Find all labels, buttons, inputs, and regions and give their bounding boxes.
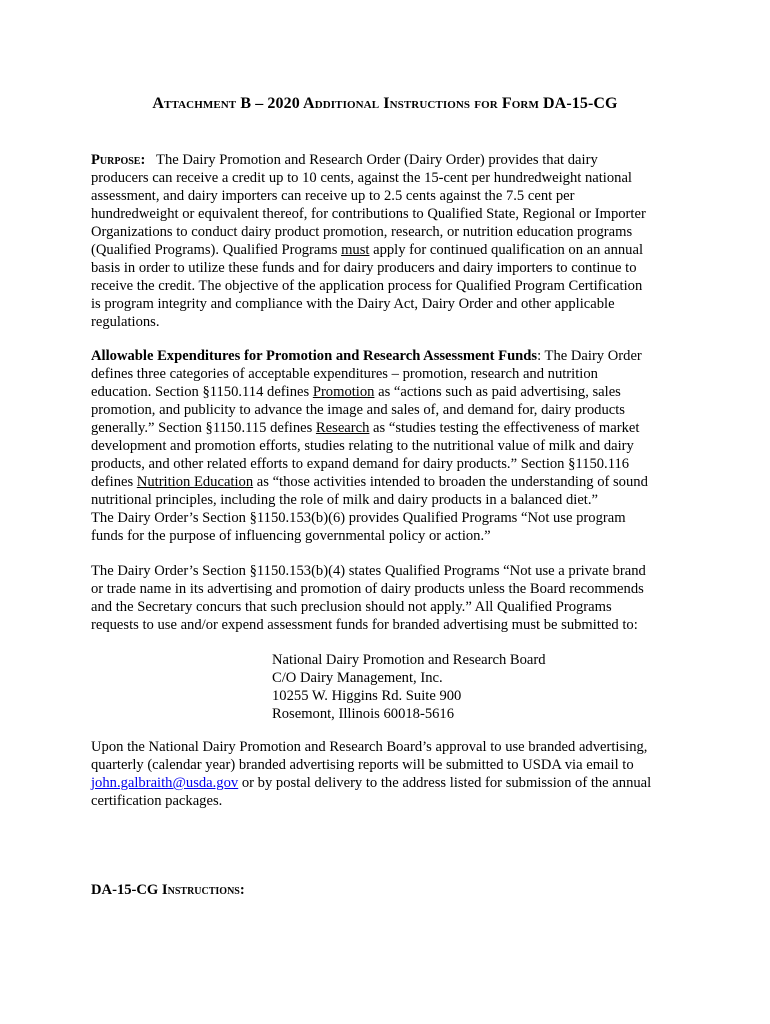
term-promotion: Promotion xyxy=(312,384,375,400)
purpose-paragraph xyxy=(91,151,691,331)
purpose-label: Purpose: xyxy=(91,152,146,168)
must-emphasis: must xyxy=(341,242,370,258)
approval-line xyxy=(91,774,691,792)
allowable-text: : The Dairy Order xyxy=(537,348,642,364)
purpose-line xyxy=(91,151,691,169)
purpose-text: (Qualified Programs). Qualified Programs xyxy=(91,242,342,258)
purpose-line: hundredweight or equivalent thereof, for contributions to Qualified State, Regional or Importer xyxy=(91,206,646,222)
purpose-text: apply for continued qualification on an annual xyxy=(369,242,644,258)
allowable-expenditures-paragraph xyxy=(91,347,691,545)
branded-line: The Dairy Order’s Section §1150.153(b)(4) states Qualified Programs “Not use a private brand xyxy=(91,563,646,579)
allowable-line xyxy=(91,383,691,401)
purpose-line: is program integrity and compliance with the Dairy Act, Dairy Order and other applicable xyxy=(91,296,615,312)
approval-paragraph xyxy=(91,738,691,810)
allowable-text: generally.” Section §1150.115 defines xyxy=(91,420,316,436)
allowable-text: as “actions such as paid advertising, sales xyxy=(374,384,621,400)
allowable-line: nutritional principles, including the role of milk and dairy products in a balanced diet.” xyxy=(91,492,598,508)
allowable-line xyxy=(91,419,691,437)
branded-line: or trade name in its advertising and promotion of dairy products unless the Board recommends xyxy=(91,581,644,597)
purpose-line: basis in order to utilize these funds and for dairy producers and dairy importers to continue to xyxy=(91,260,637,276)
document-title: Attachment B – 2020 Additional Instructions for Form DA-15-CG xyxy=(152,95,618,112)
purpose-line: Organizations to conduct dairy product promotion, research, or nutrition education programs xyxy=(91,224,633,240)
mailing-address xyxy=(272,651,546,723)
approval-text: or by postal delivery to the address listed for submission of the annual xyxy=(238,775,652,791)
term-research: Research xyxy=(315,420,370,436)
allowable-heading: Allowable Expenditures for Promotion and Research Assessment Funds xyxy=(91,348,538,364)
allowable-text: education. Section §1150.114 defines xyxy=(91,384,313,400)
term-nutrition-education: Nutrition Education xyxy=(136,474,254,490)
address-line: 10255 W. Higgins Rd. Suite 900 xyxy=(272,688,462,704)
instructions-heading: DA-15-CG Instructions: xyxy=(91,882,245,898)
allowable-line: promotion, and publicity to advance the image and sales of, and demand for, dairy products xyxy=(91,402,625,418)
approval-line: quarterly (calendar year) branded advertising reports will be submitted to USDA via email to xyxy=(91,757,634,773)
address-line: C/O Dairy Management, Inc. xyxy=(272,670,443,686)
allowable-text: as “those activities intended to broaden the understanding of sound xyxy=(253,474,648,490)
branded-advertising-paragraph xyxy=(91,562,691,634)
allowable-line xyxy=(91,347,691,365)
purpose-line: assessment, and dairy importers can receive up to 2.5 cents against the 7.5 cent per xyxy=(91,188,575,204)
purpose-line: regulations. xyxy=(91,314,160,330)
purpose-text: The Dairy Promotion and Research Order (Dairy Order) provides that dairy xyxy=(156,152,598,168)
allowable-line: products, and other related efforts to expand demand for dairy products.” Section §1150.116 xyxy=(91,456,630,472)
purpose-line xyxy=(91,241,691,259)
allowable-line: funds for the purpose of influencing governmental policy or action.” xyxy=(91,528,491,544)
email-link[interactable]: john.galbraith@usda.gov xyxy=(91,775,239,791)
allowable-text: as “studies testing the effectiveness of market xyxy=(369,420,640,436)
allowable-line: development and promotion efforts, studies relating to the nutritional value of milk and dairy xyxy=(91,438,634,454)
allowable-line: The Dairy Order’s Section §1150.153(b)(6) provides Qualified Programs “Not use program xyxy=(91,510,626,526)
address-line: Rosemont, Illinois 60018-5616 xyxy=(272,706,455,722)
allowable-text: defines xyxy=(91,474,137,490)
allowable-line: defines three categories of acceptable expenditures – promotion, research and nutrition xyxy=(91,366,598,382)
purpose-line: producers can receive a credit up to 10 cents, against the 15-cent per hundredweight national xyxy=(91,170,632,186)
branded-line: requests to use and/or expend assessment funds for branded advertising must be submitted to: xyxy=(91,617,638,633)
address-line: National Dairy Promotion and Research Board xyxy=(272,652,546,668)
allowable-line xyxy=(91,473,691,491)
approval-line: Upon the National Dairy Promotion and Research Board’s approval to use branded advertising, xyxy=(91,739,648,755)
approval-line: certification packages. xyxy=(91,793,223,809)
purpose-line: receive the credit. The objective of the application process for Qualified Program Certification xyxy=(91,278,643,294)
branded-line: and the Secretary concurs that such preclusion should not apply.” All Qualified Programs xyxy=(91,599,612,615)
